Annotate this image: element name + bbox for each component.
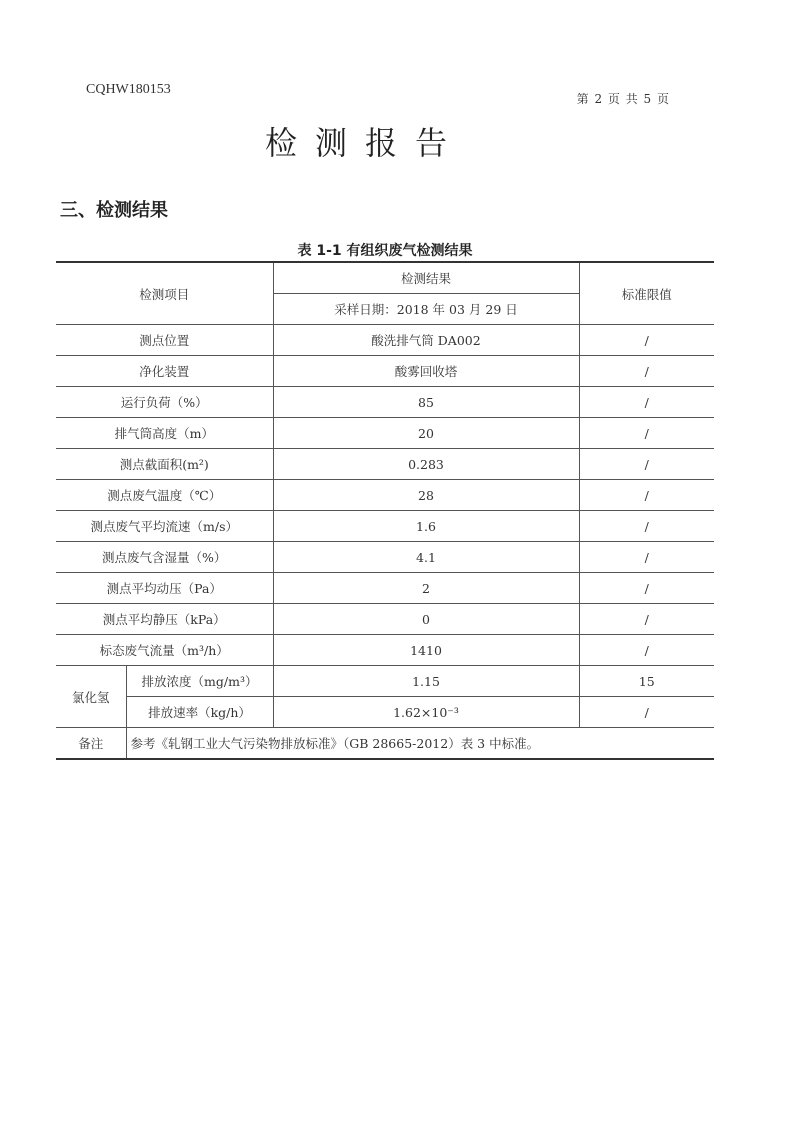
- table-row: [56, 356, 714, 387]
- row-result: 1.15: [273, 666, 579, 697]
- row-item: 测点废气含湿量（%）: [56, 542, 273, 573]
- row-item: 测点平均静压（kPa）: [56, 604, 273, 635]
- row-limit: /: [579, 542, 714, 573]
- header-limit: 标准限值: [579, 262, 714, 325]
- row-result: 4.1: [273, 542, 579, 573]
- row-result: 1.62×10⁻³: [273, 697, 579, 728]
- header-row: [56, 262, 714, 294]
- pollutant-row: [56, 697, 714, 728]
- table-row: [56, 635, 714, 666]
- row-item: 标态废气流量（m³/h）: [56, 635, 273, 666]
- row-limit: 15: [579, 666, 714, 697]
- row-result: 20: [273, 418, 579, 449]
- note-text: 参考《轧钢工业大气污染物排放标准》（GB 28665-2012）表 3 中标准。: [126, 728, 714, 760]
- row-limit: /: [579, 697, 714, 728]
- row-result: 85: [273, 387, 579, 418]
- row-item: 净化装置: [56, 356, 273, 387]
- table-row: [56, 449, 714, 480]
- report-code: CQHW180153: [86, 82, 171, 97]
- results-table: [56, 261, 714, 760]
- row-result: 酸雾回收塔: [273, 356, 579, 387]
- row-limit: /: [579, 449, 714, 480]
- row-limit: /: [579, 635, 714, 666]
- pollutant-name: 氯化氢: [56, 666, 126, 728]
- row-limit: /: [579, 604, 714, 635]
- table-row: [56, 387, 714, 418]
- row-item: 排气筒高度（m）: [56, 418, 273, 449]
- row-result: 2: [273, 573, 579, 604]
- row-limit: /: [579, 511, 714, 542]
- sampling-date: 采样日期：2018 年 03 月 29 日: [273, 294, 579, 325]
- table-row: [56, 325, 714, 356]
- header-result: 检测结果: [273, 262, 579, 294]
- row-result: 1.6: [273, 511, 579, 542]
- row-item: 测点废气温度（℃）: [56, 480, 273, 511]
- row-limit: /: [579, 418, 714, 449]
- row-item: 测点废气平均流速（m/s）: [56, 511, 273, 542]
- row-item: 运行负荷（%）: [56, 387, 273, 418]
- row-item: 测点截面积(m²): [56, 449, 273, 480]
- table-row: [56, 480, 714, 511]
- row-limit: /: [579, 325, 714, 356]
- row-item: 测点平均动压（Pa）: [56, 573, 273, 604]
- page-indicator: 第 2 页 共 5 页: [576, 92, 670, 106]
- row-item: 排放速率（kg/h）: [126, 697, 273, 728]
- pollutant-row: [56, 666, 714, 697]
- table-row: [56, 573, 714, 604]
- table-row: [56, 418, 714, 449]
- table-row: [56, 511, 714, 542]
- row-item: 排放浓度（mg/m³）: [126, 666, 273, 697]
- note-row: [56, 728, 714, 760]
- header-item: 检测项目: [56, 262, 273, 325]
- section-heading: 三、检测结果: [60, 200, 168, 221]
- table-row: [56, 542, 714, 573]
- row-result: 1410: [273, 635, 579, 666]
- table-caption: 表 1-1 有组织废气检测结果: [297, 243, 473, 259]
- row-result: 0: [273, 604, 579, 635]
- row-limit: /: [579, 356, 714, 387]
- row-result: 0.283: [273, 449, 579, 480]
- row-result: 酸洗排气筒 DA002: [273, 325, 579, 356]
- document-title: 检测报告: [264, 124, 465, 162]
- note-label: 备注: [56, 728, 126, 760]
- row-limit: /: [579, 573, 714, 604]
- table-row: [56, 604, 714, 635]
- row-limit: /: [579, 480, 714, 511]
- row-limit: /: [579, 387, 714, 418]
- row-result: 28: [273, 480, 579, 511]
- row-item: 测点位置: [56, 325, 273, 356]
